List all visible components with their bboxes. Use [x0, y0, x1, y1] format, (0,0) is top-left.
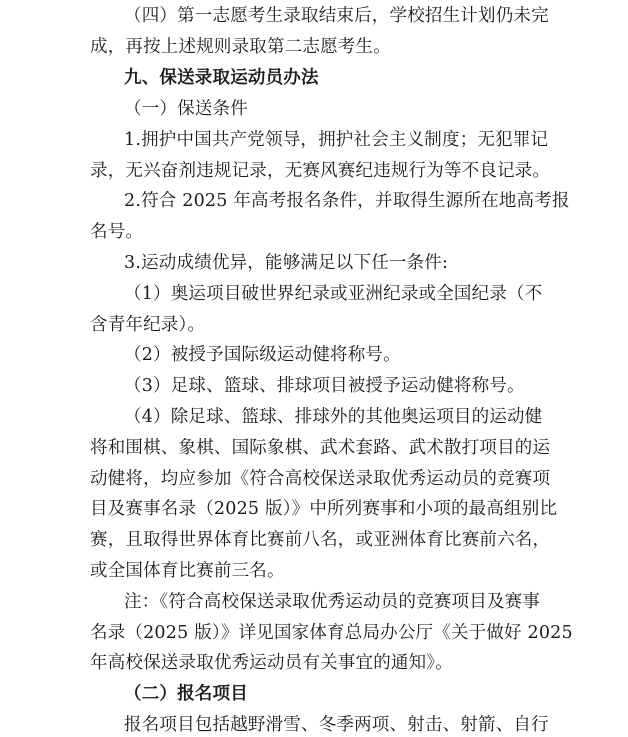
subsection-heading: （一）保送条件	[124, 99, 248, 119]
paragraph-line: （4）除足球、篮球、排球外的其他奥运项目的运动健	[124, 407, 543, 427]
note-line: 注：《符合高校保送录取优秀运动员的竞赛项目及赛事	[124, 592, 541, 612]
paragraph-line: 成，再按上述规则录取第二志愿考生。	[90, 37, 391, 57]
paragraph-line: 报名项目包括越野滑雪、冬季两项、射击、射箭、自行	[124, 715, 549, 735]
paragraph-line: 将和围棋、象棋、国际象棋、武术套路、武术散打项目的运	[90, 438, 551, 458]
paragraph-line: 录，无兴奋剂违规记录，无赛风赛纪违规行为等不良记录。	[90, 161, 551, 181]
paragraph-line: 赛，且取得世界体育比赛前八名，或亚洲体育比赛前六名，	[90, 530, 551, 550]
paragraph-line: 1.拥护中国共产党领导，拥护社会主义制度；无犯罪记	[124, 130, 549, 150]
note-line: 名录（2025 版）》详见国家体育总局办公厅《关于做好 2025	[90, 623, 573, 643]
paragraph-line: 含青年纪录）。	[90, 315, 206, 335]
note-line: 年高校保送录取优秀运动员有关事宜的通知》。	[90, 653, 453, 673]
paragraph-line: 3.运动成绩优异，能够满足以下任一条件:	[124, 253, 449, 273]
paragraph-line: 动健将，均应参加《符合高校保送录取优秀运动员的竞赛项	[90, 469, 551, 489]
subsection-heading: （二）报名项目	[124, 684, 248, 704]
paragraph-line: 2.符合 2025 年高考报名条件，并取得生源所在地高考报	[124, 191, 570, 211]
paragraph-line: （1）奥运项目破世界纪录或亚洲纪录或全国纪录（不	[124, 284, 543, 304]
paragraph-line: （3）足球、篮球、排球项目被授予运动健将称号。	[124, 376, 525, 396]
paragraph-line: 目及赛事名录（2025 版）》中所列赛事和小项的最高组别比	[90, 499, 558, 519]
paragraph-line: （2）被授予国际级运动健将称号。	[124, 345, 401, 365]
paragraph-line: 或全国体育比赛前三名。	[90, 561, 285, 581]
paragraph-line: （四）第一志愿考生录取结束后，学校招生计划仍未完	[124, 6, 549, 26]
paragraph-line: 名号。	[90, 222, 144, 242]
section-heading: 九、保送录取运动员办法	[124, 68, 319, 88]
